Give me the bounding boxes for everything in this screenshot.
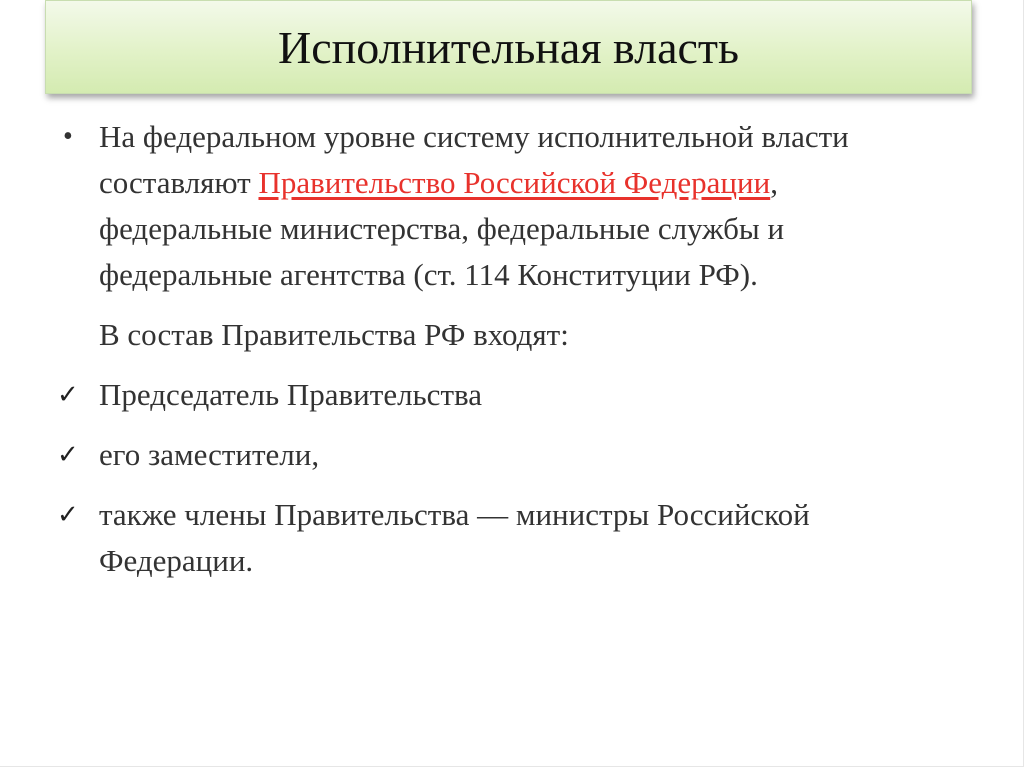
checkmark-icon: ✓ (57, 500, 79, 530)
bullet-dot-icon: • (63, 121, 73, 152)
member-text: Председатель Правительства (99, 377, 482, 412)
member-item (57, 432, 957, 478)
composition-intro: В состав Правительства РФ входят: (99, 317, 569, 352)
checkmark-icon: ✓ (57, 440, 79, 470)
title-banner (45, 0, 972, 94)
member-item (57, 492, 957, 584)
member-text: также члены Правительства — министры Российской Федерации. (99, 497, 810, 578)
slide-body (57, 114, 957, 584)
slide-title: Исполнительная власть (278, 22, 739, 73)
member-item (57, 372, 957, 418)
paragraph-text-after: , федеральные министерства, федеральные службы и федеральные агентства (ст. 114 Конституции РФ). (99, 165, 785, 292)
paragraph-text-before: На федеральном уровне систему исполнительной власти составляют (99, 119, 849, 200)
government-link[interactable]: Правительство Российской Федерации (258, 165, 771, 200)
bullet-paragraph (57, 114, 957, 298)
checkmark-icon: ✓ (57, 380, 79, 410)
member-text: его заместители, (99, 437, 320, 472)
